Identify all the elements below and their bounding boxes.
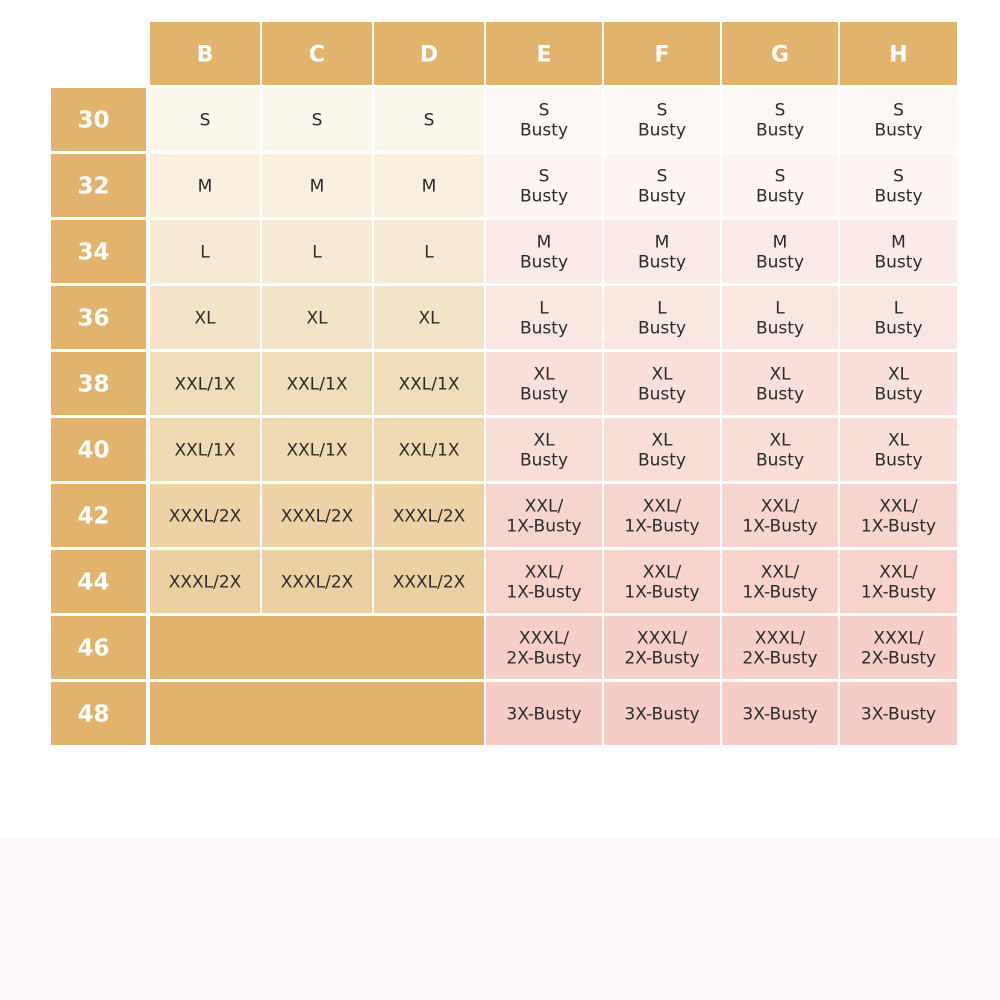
cell-size-label: XXL/1X xyxy=(174,374,236,395)
cell-size-label: XL Busty xyxy=(637,364,687,405)
cell-size-label: XL Busty xyxy=(874,364,923,405)
row-header-label: 44 xyxy=(77,569,110,596)
cell-size-label: XL Busty xyxy=(874,430,923,471)
cell-size-label: M Busty xyxy=(519,232,569,273)
cell-size-label: XXXL/2X xyxy=(280,506,354,527)
cell-size-label: L Busty xyxy=(519,298,569,339)
cell-size-label: S Busty xyxy=(519,100,569,141)
cell-size-label: L Busty xyxy=(755,298,805,339)
cell-size-label: XXL/ 1X-Busty xyxy=(624,496,700,537)
cell-size-label: XXL/1X xyxy=(286,374,348,395)
column-header-label: C xyxy=(308,42,326,68)
cell-size-label: S Busty xyxy=(755,166,805,207)
column-headers xyxy=(150,22,957,85)
cell-size-label: S Busty xyxy=(637,166,687,207)
cell-size-label: XXXL/2X xyxy=(168,506,242,527)
cell-size-label: XXL/1X xyxy=(398,440,460,461)
cell-size-label: XL Busty xyxy=(519,364,569,405)
cell-size-label: L Busty xyxy=(637,298,687,339)
cell-size-label: L xyxy=(424,242,434,263)
cell-size-label: XXL/1X xyxy=(174,440,236,461)
cell-size-label: M Busty xyxy=(755,232,805,273)
row-headers xyxy=(51,88,146,745)
cell-size-label: XL Busty xyxy=(755,364,805,405)
cell-size-label: 3X-Busty xyxy=(742,704,818,725)
cell-size-label: XXXL/ 2X-Busty xyxy=(860,628,937,669)
row-header-label: 30 xyxy=(77,107,110,134)
cell-size-label: M xyxy=(309,176,325,197)
cell-size-label: M xyxy=(421,176,437,197)
row-header-label: 34 xyxy=(77,239,110,266)
row-header-label: 40 xyxy=(77,437,110,464)
cell-size-label: XL Busty xyxy=(637,430,687,471)
table-cells xyxy=(150,88,957,745)
cell-size-label: XL Busty xyxy=(755,430,805,471)
empty-regular-cell xyxy=(150,616,484,679)
column-header-label: E xyxy=(536,42,552,68)
cell-size-label: S Busty xyxy=(755,100,805,141)
cell-size-label: S xyxy=(311,110,323,131)
row-header-label: 38 xyxy=(77,371,110,398)
cell-size-label: 3X-Busty xyxy=(624,704,700,725)
cell-size-label: XXXL/2X xyxy=(168,572,242,593)
cell-size-label: S Busty xyxy=(874,166,923,207)
cell-size-label: L xyxy=(200,242,210,263)
column-header-label: B xyxy=(196,42,214,68)
cell-size-label: M Busty xyxy=(637,232,687,273)
cell-size-label: XXL/ 1X-Busty xyxy=(624,562,700,603)
cell-size-label: XL Busty xyxy=(519,430,569,471)
cell-size-label: L Busty xyxy=(874,298,923,339)
cell-size-label: XXXL/ 2X-Busty xyxy=(742,628,818,669)
cell-size-label: XXL/1X xyxy=(286,440,348,461)
column-header-label: D xyxy=(419,42,439,68)
cell-size-label: XXXL/ 2X-Busty xyxy=(624,628,700,669)
cell-size-label: XXXL/2X xyxy=(280,572,354,593)
cell-size-label: XXL/ 1X-Busty xyxy=(742,496,818,537)
cell-size-label: S xyxy=(199,110,211,131)
cell-size-label: XXL/1X xyxy=(398,374,460,395)
column-header-label: F xyxy=(654,42,670,68)
cell-size-label: XXL/ 1X-Busty xyxy=(506,496,582,537)
cell-size-label: XXXL/2X xyxy=(392,506,466,527)
row-header-label: 32 xyxy=(77,173,110,200)
cell-size-label: L xyxy=(312,242,322,263)
cell-size-label: XXL/ 1X-Busty xyxy=(506,562,582,603)
cell-size-label: XL xyxy=(418,308,440,329)
row-header-label: 42 xyxy=(77,503,110,530)
column-header-label: H xyxy=(889,42,908,68)
cell-size-label: M Busty xyxy=(874,232,923,273)
row-header-label: 46 xyxy=(77,635,110,662)
cell-size-label: S Busty xyxy=(874,100,923,141)
row-header-label: 48 xyxy=(77,701,110,728)
cell-size-label: XXL/ 1X-Busty xyxy=(742,562,818,603)
cell-size-label: XXXL/2X xyxy=(392,572,466,593)
row-header-label: 36 xyxy=(77,305,110,332)
empty-regular-cell xyxy=(150,682,484,745)
cell-size-label: XXL/ 1X-Busty xyxy=(860,562,937,603)
cell-size-label: S xyxy=(423,110,435,131)
cell-size-label: S Busty xyxy=(637,100,687,141)
cell-size-label: XL xyxy=(306,308,328,329)
cell-size-label: XXXL/ 2X-Busty xyxy=(506,628,582,669)
cell-size-label: XL xyxy=(194,308,216,329)
cell-size-label: S Busty xyxy=(519,166,569,207)
cell-size-label: 3X-Busty xyxy=(860,704,937,725)
column-header-label: G xyxy=(770,42,790,68)
cell-size-label: XXL/ 1X-Busty xyxy=(860,496,937,537)
cell-size-label: 3X-Busty xyxy=(506,704,582,725)
cell-size-label: M xyxy=(197,176,213,197)
